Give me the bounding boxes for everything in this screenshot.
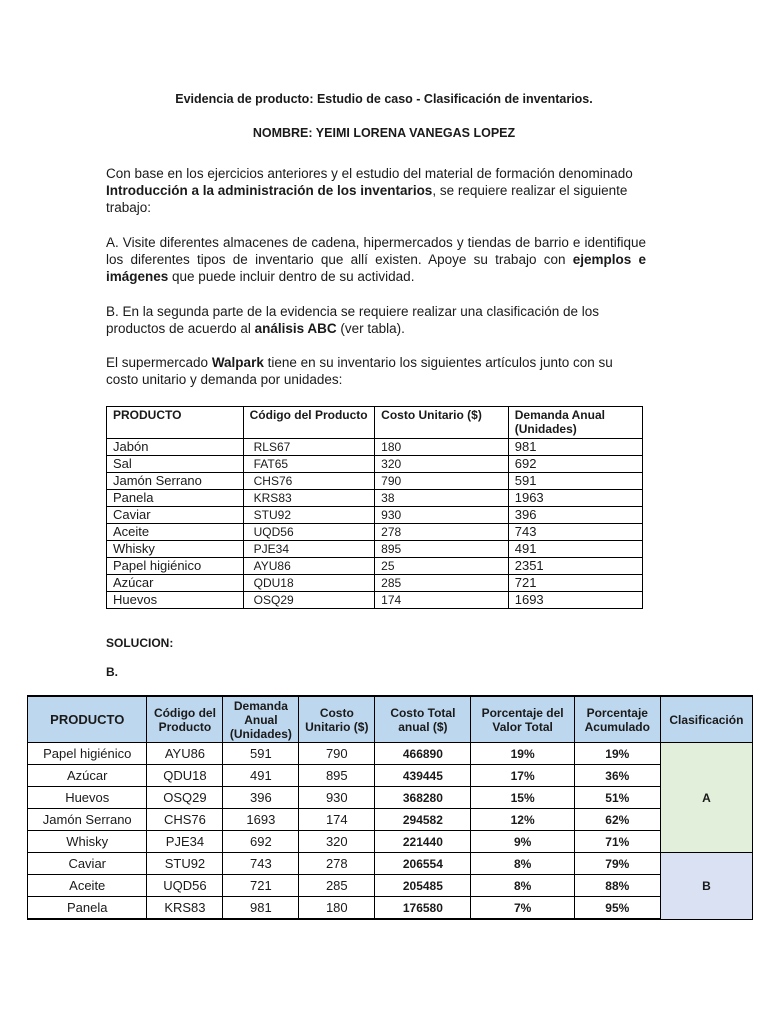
part-b-text-bold: análisis ABC — [254, 321, 337, 336]
cell-producto: Azúcar — [107, 575, 244, 592]
cell-producto: Panela — [107, 490, 244, 507]
part-b-paragraph — [106, 303, 646, 337]
cell-producto: Papel higiénico — [28, 743, 147, 765]
cell-acumulado: 51% — [574, 787, 660, 809]
cell-acumulado: 71% — [574, 831, 660, 853]
cell-acumulado: 36% — [574, 765, 660, 787]
cell-producto: Jamón Serrano — [107, 473, 244, 490]
table-row — [28, 787, 753, 809]
header-demanda-anual: Demanda Anual (Unidades) — [508, 407, 642, 439]
cell-acumulado: 88% — [574, 875, 660, 897]
header-costo-unitario: Costo Unitario ($) — [299, 696, 375, 743]
intro-text-pre: Con base en los ejercicios anteriores y el estudio del material de formación denominado — [106, 166, 633, 181]
cell-costo-total: 466890 — [375, 743, 471, 765]
cell-producto: Papel higiénico — [107, 558, 244, 575]
cell-demanda: 396 — [223, 787, 299, 809]
cell-producto: Aceite — [107, 524, 244, 541]
cell-demanda: 743 — [508, 524, 642, 541]
cell-porcentaje: 17% — [471, 765, 574, 787]
cell-demanda: 743 — [223, 853, 299, 875]
inventory-table — [106, 406, 643, 609]
cell-demanda: 396 — [508, 507, 642, 524]
cell-acumulado: 79% — [574, 853, 660, 875]
cell-costo-total: 294582 — [375, 809, 471, 831]
cell-porcentaje: 8% — [471, 853, 574, 875]
cell-codigo: AYU86 — [243, 558, 375, 575]
cell-costo: 320 — [375, 456, 509, 473]
header-clasificacion: Clasificación — [660, 696, 752, 743]
cell-costo-unitario: 320 — [299, 831, 375, 853]
cell-costo-unitario: 278 — [299, 853, 375, 875]
table-row — [107, 507, 643, 524]
part-b-label: B. — [106, 665, 118, 679]
table-row — [28, 809, 753, 831]
cell-costo: 930 — [375, 507, 509, 524]
cell-producto: Huevos — [107, 592, 244, 609]
table-row — [107, 524, 643, 541]
cell-porcentaje: 9% — [471, 831, 574, 853]
cell-costo: 285 — [375, 575, 509, 592]
header-demanda-anual: Demanda Anual (Unidades) — [223, 696, 299, 743]
cell-demanda: 981 — [223, 897, 299, 920]
cell-costo-total: 439445 — [375, 765, 471, 787]
table-row — [28, 897, 753, 920]
cell-costo: 895 — [375, 541, 509, 558]
market-paragraph — [106, 354, 646, 388]
student-name: NOMBRE: YEIMI LORENA VANEGAS LOPEZ — [252, 126, 516, 140]
cell-codigo: OSQ29 — [243, 592, 375, 609]
class-a-cell: A — [660, 743, 752, 853]
part-a-text-pre: A. Visite diferentes almacenes de cadena, hipermercados y tiendas de barrio e identifique los diferentes tipos de inventario que allí existen. Apoye su trabajo con — [106, 235, 646, 267]
market-text-post: tiene en su inventario los siguientes artículos junto con su costo unitario y demanda por unidades: — [106, 355, 613, 387]
table-row — [28, 743, 753, 765]
cell-codigo: KRS83 — [243, 490, 375, 507]
header-porcentaje-valor: Porcentaje del Valor Total — [471, 696, 574, 743]
cell-codigo: QDU18 — [243, 575, 375, 592]
cell-costo-total: 368280 — [375, 787, 471, 809]
cell-demanda: 591 — [223, 743, 299, 765]
market-text-pre: El supermercado — [106, 355, 212, 370]
cell-codigo: UQD56 — [243, 524, 375, 541]
cell-costo: 174 — [375, 592, 509, 609]
cell-producto: Huevos — [28, 787, 147, 809]
cell-producto: Azúcar — [28, 765, 147, 787]
table-row — [107, 490, 643, 507]
header-codigo: Código del Producto — [147, 696, 223, 743]
class-b-cell: B — [660, 853, 752, 920]
cell-demanda: 491 — [223, 765, 299, 787]
header-producto: PRODUCTO — [28, 696, 147, 743]
cell-demanda: 692 — [508, 456, 642, 473]
cell-costo-total: 205485 — [375, 875, 471, 897]
header-producto: PRODUCTO — [107, 407, 244, 439]
cell-porcentaje: 15% — [471, 787, 574, 809]
cell-costo-unitario: 895 — [299, 765, 375, 787]
header-costo-unitario: Costo Unitario ($) — [375, 407, 509, 439]
intro-paragraph — [106, 165, 646, 216]
cell-costo-unitario: 285 — [299, 875, 375, 897]
cell-demanda: 721 — [508, 575, 642, 592]
table-row — [107, 456, 643, 473]
part-b-text-pre: B. En la segunda parte de la evidencia se requiere realizar una clasificación de los productos de acuerdo al — [106, 304, 600, 336]
market-text-bold: Walpark — [211, 355, 264, 370]
cell-codigo: QDU18 — [147, 765, 223, 787]
cell-producto: Whisky — [28, 831, 147, 853]
cell-demanda: 591 — [508, 473, 642, 490]
intro-text-post: , se requiere realizar el siguiente trabajo: — [106, 183, 628, 215]
table-row — [107, 439, 643, 456]
cell-acumulado: 19% — [574, 743, 660, 765]
table-row — [107, 592, 643, 609]
cell-producto: Caviar — [28, 853, 147, 875]
table-row — [107, 473, 643, 490]
header-porcentaje-acumulado: Porcentaje Acumulado — [574, 696, 660, 743]
cell-costo-unitario: 180 — [299, 897, 375, 920]
cell-porcentaje: 8% — [471, 875, 574, 897]
cell-codigo: OSQ29 — [147, 787, 223, 809]
cell-demanda: 2351 — [508, 558, 642, 575]
table-row — [28, 875, 753, 897]
cell-codigo: PJE34 — [147, 831, 223, 853]
cell-codigo: STU92 — [243, 507, 375, 524]
cell-porcentaje: 12% — [471, 809, 574, 831]
table-row — [107, 558, 643, 575]
cell-costo-unitario: 790 — [299, 743, 375, 765]
cell-acumulado: 62% — [574, 809, 660, 831]
cell-codigo: CHS76 — [147, 809, 223, 831]
cell-demanda: 1693 — [508, 592, 642, 609]
cell-demanda: 1693 — [223, 809, 299, 831]
cell-codigo: UQD56 — [147, 875, 223, 897]
cell-costo-total: 206554 — [375, 853, 471, 875]
header-costo-total: Costo Total anual ($) — [375, 696, 471, 743]
cell-codigo: FAT65 — [243, 456, 375, 473]
cell-codigo: AYU86 — [147, 743, 223, 765]
cell-producto: Sal — [107, 456, 244, 473]
abc-classification-table — [27, 695, 753, 920]
cell-demanda: 981 — [508, 439, 642, 456]
part-a-paragraph — [106, 234, 646, 285]
cell-porcentaje: 7% — [471, 897, 574, 920]
table-row — [28, 831, 753, 853]
cell-costo: 180 — [375, 439, 509, 456]
part-a-text-bold: ejemplos e imágenes — [106, 252, 647, 284]
solution-label: SOLUCION: — [106, 636, 174, 650]
cell-demanda: 721 — [223, 875, 299, 897]
cell-producto: Jabón — [107, 439, 244, 456]
cell-codigo: STU92 — [147, 853, 223, 875]
cell-costo-unitario: 930 — [299, 787, 375, 809]
part-b-text-post: (ver tabla). — [336, 321, 405, 336]
cell-producto: Caviar — [107, 507, 244, 524]
document-title: Evidencia de producto: Estudio de caso - Clasificación de inventarios. — [175, 92, 593, 106]
cell-producto: Panela — [28, 897, 147, 920]
cell-costo-unitario: 174 — [299, 809, 375, 831]
cell-codigo: RLS67 — [243, 439, 375, 456]
cell-acumulado: 95% — [574, 897, 660, 920]
cell-producto: Aceite — [28, 875, 147, 897]
cell-producto: Jamón Serrano — [28, 809, 147, 831]
cell-producto: Whisky — [107, 541, 244, 558]
cell-demanda: 692 — [223, 831, 299, 853]
cell-demanda: 491 — [508, 541, 642, 558]
part-a-text-post: que puede incluir dentro de su actividad. — [168, 269, 415, 284]
table-row — [28, 853, 753, 875]
intro-text-bold: Introducción a la administración de los inventarios — [106, 183, 433, 198]
cell-codigo: CHS76 — [243, 473, 375, 490]
abc-table-header — [28, 696, 753, 743]
table-row — [107, 541, 643, 558]
cell-costo-total: 221440 — [375, 831, 471, 853]
inventory-table-header — [107, 407, 643, 439]
table-row — [107, 575, 643, 592]
header-codigo: Código del Producto — [243, 407, 375, 439]
cell-costo: 790 — [375, 473, 509, 490]
cell-codigo: KRS83 — [147, 897, 223, 920]
cell-porcentaje: 19% — [471, 743, 574, 765]
cell-costo: 278 — [375, 524, 509, 541]
cell-costo-total: 176580 — [375, 897, 471, 920]
table-row — [28, 765, 753, 787]
cell-costo: 38 — [375, 490, 509, 507]
cell-costo: 25 — [375, 558, 509, 575]
cell-demanda: 1963 — [508, 490, 642, 507]
cell-codigo: PJE34 — [243, 541, 375, 558]
